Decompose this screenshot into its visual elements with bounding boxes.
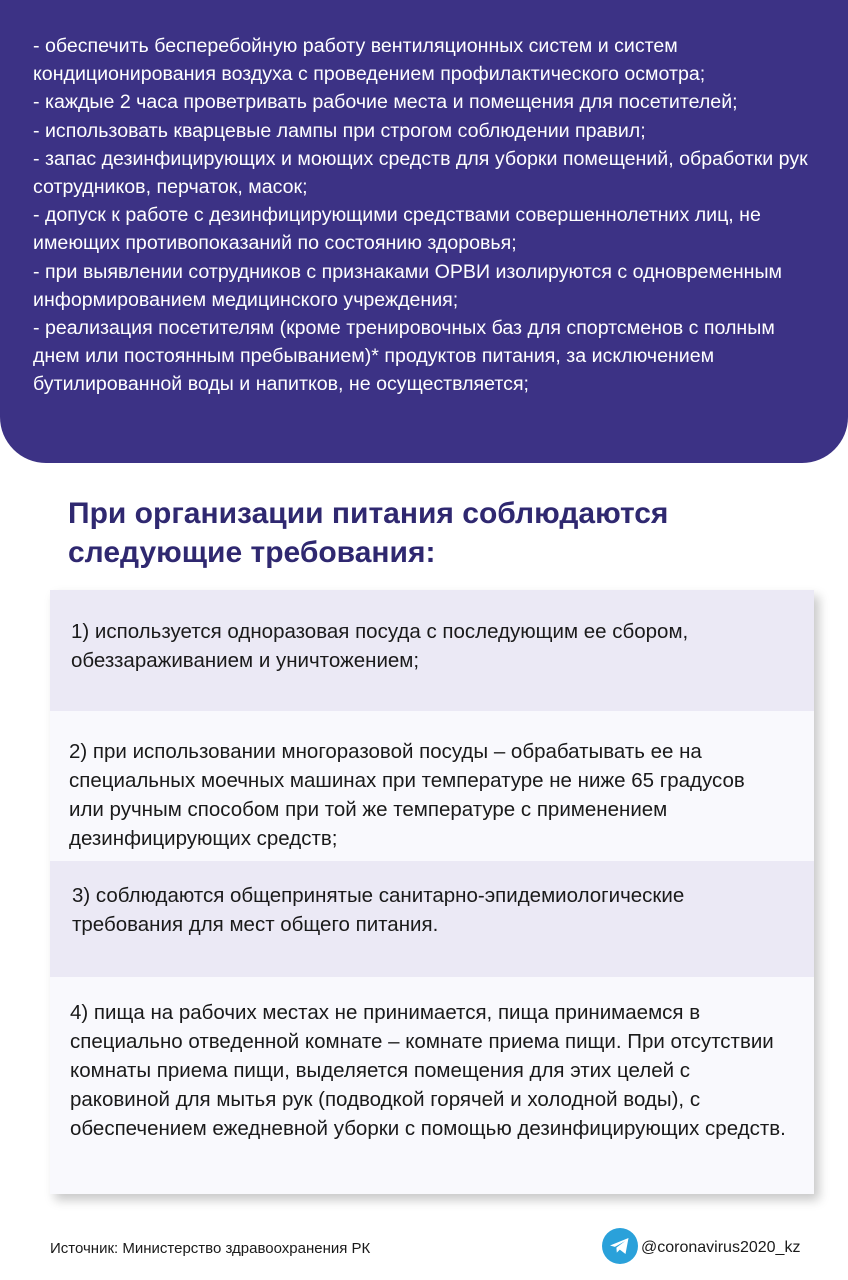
- source-credit: Источник: Министерство здравоохранения РК: [50, 1240, 371, 1257]
- section-heading: При организации питания соблюдаются следующие требования:: [68, 497, 669, 569]
- top-panel: [0, 0, 848, 463]
- rule-item: - запас дезинфицирующих и моющих средств для уборки помещений, обработки рук сотрудников, перчаток, масок;: [33, 147, 808, 199]
- requirement-item: 3) соблюдаются общепринятые санитарно-эпидемиологические требования для мест общего питания.: [50, 861, 814, 977]
- requirement-item: 4) пища на рабочих местах не принимается, пища принимаемся в специально отведенной комнате – комнате приема пищи. При отсутствии комнаты приема пищи, выделяется помещения для этих целей с раковиной для мытья рук (подводкой горячей и холодной воды), с обеспечением ежедневной уборки с помощью дезинфицирующих средств.: [50, 977, 814, 1194]
- rule-item: - при выявлении сотрудников с признаками ОРВИ изолируются с одновременным информированием медицинского учреждения;: [33, 260, 783, 311]
- safety-rules-list: [33, 32, 823, 399]
- rule-item: - обеспечить бесперебойную работу вентиляционных систем и систем кондиционирования воздуха с проведением профилактического осмотра;: [33, 35, 706, 86]
- requirements-box: [50, 590, 814, 1194]
- telegram-handle[interactable]: @coronavirus2020_kz: [641, 1239, 801, 1256]
- requirement-item: 2) при использовании многоразовой посуды – обрабатывать ее на специальных моечных машинах при температуре не ниже 65 градусов или ручным способом при той же температуре с применением дезинфицирующих средств;: [50, 711, 814, 861]
- rule-item: - каждые 2 часа проветривать рабочие места и помещения для посетителей;: [33, 91, 738, 114]
- telegram-icon[interactable]: [602, 1228, 638, 1264]
- requirement-item: 1) используется одноразовая посуда с последующим ее сбором, обеззараживанием и уничтожением;: [50, 590, 814, 711]
- rule-item: - допуск к работе с дезинфицирующими средствами совершеннолетних лиц, не имеющих противопоказаний по состоянию здоровья;: [33, 204, 761, 255]
- rule-item: - реализация посетителям (кроме тренировочных баз для спортсменов с полным днем или постоянным пребыванием)* продуктов питания, за исключением бутилированной воды и напитков, не осуществляется;: [33, 317, 775, 396]
- rule-item: - использовать кварцевые лампы при строгом соблюдении правил;: [33, 119, 646, 142]
